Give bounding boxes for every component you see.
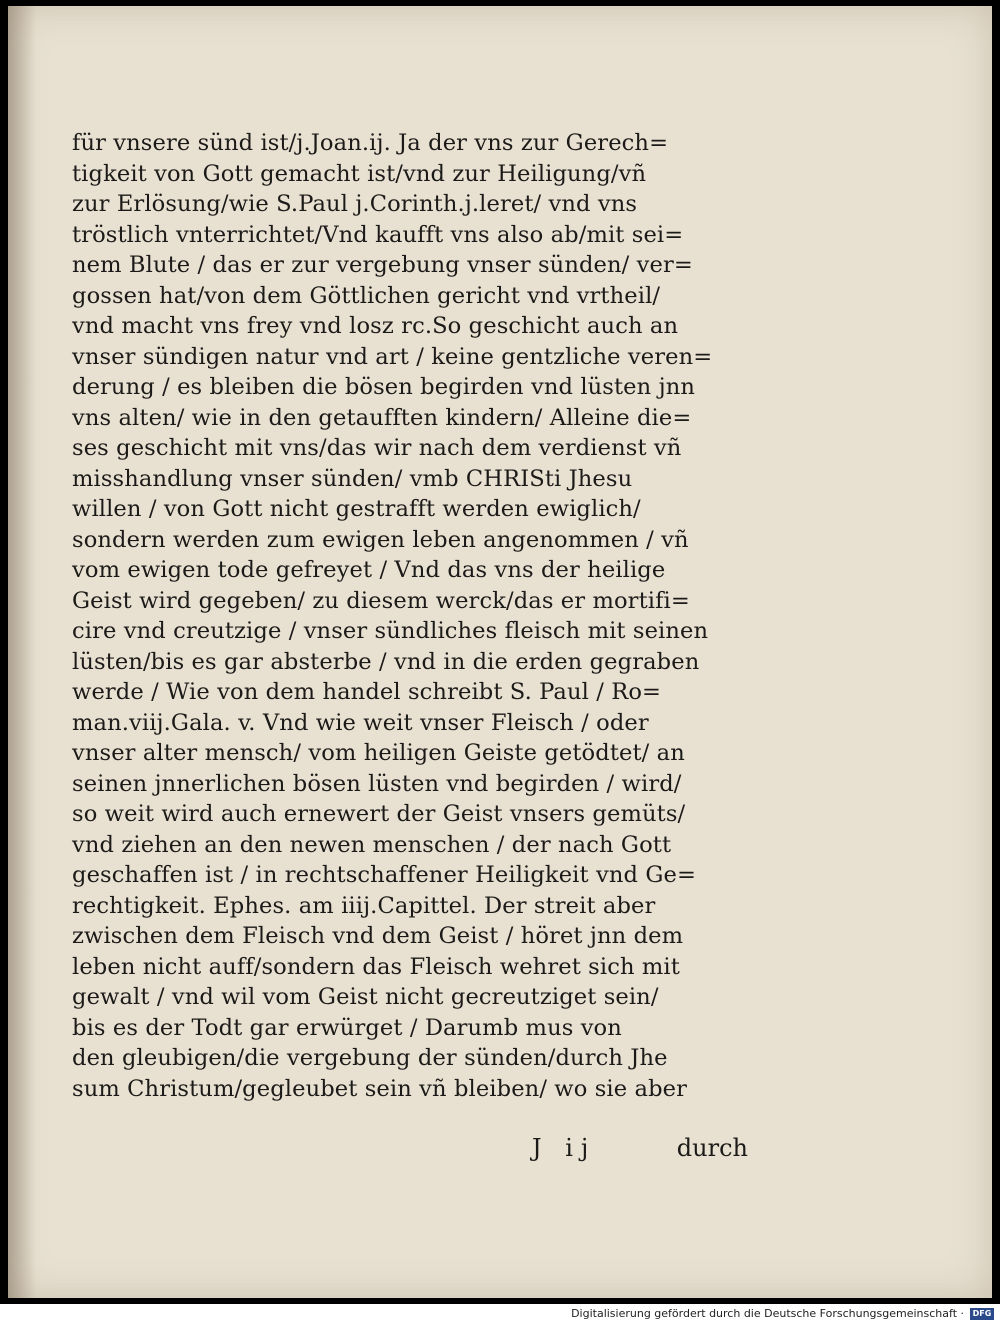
text-line: cire vnd creutzige / vnser sündliches fleisch mit seinen xyxy=(72,618,709,644)
text-line: lüsten/bis es gar absterbe / vnd in die erden gegraben xyxy=(72,648,700,675)
catchword: durch xyxy=(676,1134,748,1162)
text-line: tröstlich vnterrichtet/Vnd kaufft vns also ab/mit sei= xyxy=(72,221,684,248)
text-line: gewalt / vnd wil vom Geist nicht gecreutziget sein/ xyxy=(72,984,659,1010)
text-line: nem Blute / das er zur vergebung vnser sünden/ ver= xyxy=(72,252,693,278)
text-line: sum Christum/gegleubet sein vñ bleiben/ wo sie aber xyxy=(72,1075,688,1102)
page-footer xyxy=(72,1134,748,1174)
text-line: vnser sündigen natur vnd art / keine gentzliche veren= xyxy=(72,343,713,370)
text-line: willen / von Gott nicht gestrafft werden ewiglich/ xyxy=(72,496,641,522)
credit-text: Digitalisierung gefördert durch die Deutsche Forschungsgemeinschaft · xyxy=(571,1307,964,1320)
text-line: geschaffen ist / in rechtschaffener Heiligkeit vnd Ge= xyxy=(72,862,696,888)
text-line: derung / es bleiben die bösen begirden vnd lüsten jnn xyxy=(72,374,695,400)
text-line: Geist wird gegeben/ zu diesem werck/das er mortifi= xyxy=(72,587,690,614)
credit-bar xyxy=(0,1304,1000,1324)
text-line: misshandlung vnser sünden/ vmb CHRISti Jhesu xyxy=(72,465,633,492)
dfg-logo: DFG xyxy=(970,1308,994,1320)
text-line: ses geschicht mit vns/das wir nach dem verdienst vñ xyxy=(72,435,682,461)
text-line: zwischen dem Fleisch vnd dem Geist / höret jnn dem xyxy=(72,923,684,949)
text-line: man.viij.Gala. v. Vnd wie weit vnser Fleisch / oder xyxy=(72,709,649,736)
text-block xyxy=(72,128,748,1162)
text-line: rechtigkeit. Ephes. am iiij.Capittel. Der streit aber xyxy=(72,892,656,919)
text-line: leben nicht auff/sondern das Fleisch wehret sich mit xyxy=(72,953,680,980)
text-line: gossen hat/von dem Göttlichen gericht vnd vrtheil/ xyxy=(72,282,661,309)
text-line: vnser alter mensch/ vom heiligen Geiste getödtet/ an xyxy=(72,740,685,766)
text-line: bis es der Todt gar erwürget / Darumb mus von xyxy=(72,1014,622,1041)
text-line: tigkeit von Gott gemacht ist/vnd zur Heiligung/vñ xyxy=(72,160,647,187)
text-line: vnd ziehen an den newen menschen / der nach Gott xyxy=(72,831,672,858)
text-line: vns alten/ wie in den getaufften kindern/ Alleine die= xyxy=(72,404,692,431)
text-line: zur Erlösung/wie S.Paul j.Corinth.j.leret/ vnd vns xyxy=(72,191,638,217)
signature-mark: J ij xyxy=(532,1134,597,1162)
text-line: vom ewigen tode gefreyet / Vnd das vns der heilige xyxy=(72,557,666,583)
text-line: seinen jnnerlichen bösen lüsten vnd begirden / wird/ xyxy=(72,770,682,797)
book-page xyxy=(8,6,992,1298)
text-line: den gleubigen/die vergebung der sünden/durch Jhe xyxy=(72,1045,668,1071)
text-line: sondern werden zum ewigen leben angenommen / vñ xyxy=(72,526,689,553)
text-line: für vnsere sünd ist/j.Joan.ij. Ja der vns zur Gerech= xyxy=(72,130,669,156)
text-line: werde / Wie von dem handel schreibt S. Paul / Ro= xyxy=(72,679,662,705)
text-line: so weit wird auch ernewert der Geist vnsers gemüts/ xyxy=(72,801,686,827)
text-line: vnd macht vns frey vnd losz rc.So geschicht auch an xyxy=(72,313,679,339)
